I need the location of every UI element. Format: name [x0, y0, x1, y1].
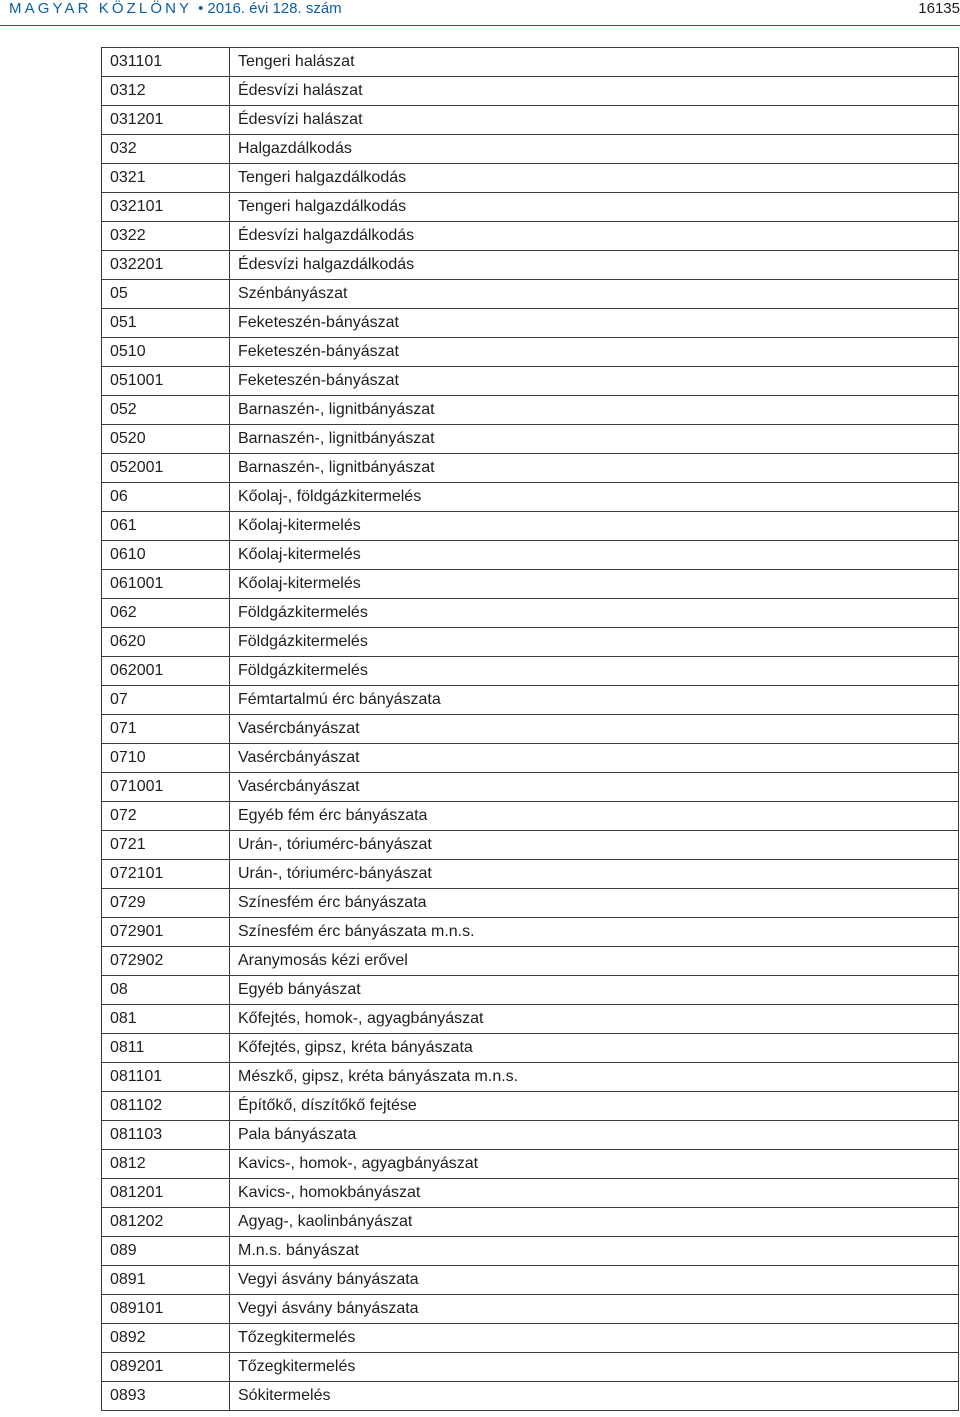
- name-cell: Barnaszén-, lignitbányászat: [230, 396, 959, 425]
- name-cell: Tőzegkitermelés: [230, 1353, 959, 1382]
- table-row: [102, 889, 959, 918]
- code-cell: 0312: [102, 77, 230, 106]
- table-row: [102, 1353, 959, 1382]
- running-header: [9, 0, 342, 18]
- table-row: [102, 1121, 959, 1150]
- table-row: [102, 1208, 959, 1237]
- name-cell: Kőolaj-, földgázkitermelés: [230, 483, 959, 512]
- name-cell: Földgázkitermelés: [230, 628, 959, 657]
- code-cell: 081: [102, 1005, 230, 1034]
- name-cell: Szénbányászat: [230, 280, 959, 309]
- name-cell: Színesfém érc bányászata m.n.s.: [230, 918, 959, 947]
- name-cell: Aranymosás kézi erővel: [230, 947, 959, 976]
- name-cell: Tengeri halászat: [230, 48, 959, 77]
- code-cell: 0620: [102, 628, 230, 657]
- table-row: [102, 135, 959, 164]
- table-row: [102, 831, 959, 860]
- name-cell: Barnaszén-, lignitbányászat: [230, 425, 959, 454]
- code-cell: 031201: [102, 106, 230, 135]
- name-cell: Kavics-, homok-, agyagbányászat: [230, 1150, 959, 1179]
- code-cell: 072901: [102, 918, 230, 947]
- code-cell: 071: [102, 715, 230, 744]
- table-row: [102, 773, 959, 802]
- name-cell: Sókitermelés: [230, 1382, 959, 1411]
- name-cell: Földgázkitermelés: [230, 599, 959, 628]
- code-cell: 08: [102, 976, 230, 1005]
- code-cell: 0610: [102, 541, 230, 570]
- journal-title: MAGYAR KÖZLÖNY: [9, 0, 193, 17]
- name-cell: Építőkő, díszítőkő fejtése: [230, 1092, 959, 1121]
- page-number: 16135: [918, 0, 960, 17]
- page-header: [0, 0, 960, 26]
- name-cell: Vegyi ásvány bányászata: [230, 1266, 959, 1295]
- name-cell: Feketeszén-bányászat: [230, 338, 959, 367]
- table-row: [102, 918, 959, 947]
- code-cell: 032: [102, 135, 230, 164]
- name-cell: Kőolaj-kitermelés: [230, 512, 959, 541]
- code-cell: 06: [102, 483, 230, 512]
- table-row: [102, 309, 959, 338]
- code-cell: 0893: [102, 1382, 230, 1411]
- code-cell: 05: [102, 280, 230, 309]
- code-cell: 072902: [102, 947, 230, 976]
- code-cell: 081103: [102, 1121, 230, 1150]
- code-cell: 062: [102, 599, 230, 628]
- code-cell: 0710: [102, 744, 230, 773]
- code-cell: 061001: [102, 570, 230, 599]
- table-row: [102, 1092, 959, 1121]
- name-cell: Kőfejtés, homok-, agyagbányászat: [230, 1005, 959, 1034]
- table-body: [102, 48, 959, 1411]
- code-cell: 032101: [102, 193, 230, 222]
- code-cell: 081201: [102, 1179, 230, 1208]
- name-cell: Édesvízi halgazdálkodás: [230, 251, 959, 280]
- code-cell: 089201: [102, 1353, 230, 1382]
- code-cell: 051: [102, 309, 230, 338]
- table-row: [102, 1034, 959, 1063]
- code-cell: 031101: [102, 48, 230, 77]
- header-divider: [0, 25, 960, 26]
- table-row: [102, 802, 959, 831]
- name-cell: Halgazdálkodás: [230, 135, 959, 164]
- name-cell: Mészkő, gipsz, kréta bányászata m.n.s.: [230, 1063, 959, 1092]
- table-row: [102, 1324, 959, 1353]
- issue-label: 2016. évi 128. szám: [207, 0, 342, 17]
- table-row: [102, 1382, 959, 1411]
- table-row: [102, 48, 959, 77]
- table-row: [102, 193, 959, 222]
- table-row: [102, 280, 959, 309]
- code-cell: 0812: [102, 1150, 230, 1179]
- code-cell: 0322: [102, 222, 230, 251]
- code-cell: 081202: [102, 1208, 230, 1237]
- name-cell: Pala bányászata: [230, 1121, 959, 1150]
- table-row: [102, 1179, 959, 1208]
- name-cell: Fémtartalmú érc bányászata: [230, 686, 959, 715]
- table-row: [102, 1150, 959, 1179]
- code-cell: 0510: [102, 338, 230, 367]
- name-cell: Édesvízi halgazdálkodás: [230, 222, 959, 251]
- code-cell: 081102: [102, 1092, 230, 1121]
- table-row: [102, 599, 959, 628]
- code-cell: 0729: [102, 889, 230, 918]
- name-cell: Kavics-, homokbányászat: [230, 1179, 959, 1208]
- name-cell: Agyag-, kaolinbányászat: [230, 1208, 959, 1237]
- table-row: [102, 657, 959, 686]
- name-cell: Kőolaj-kitermelés: [230, 541, 959, 570]
- code-cell: 0811: [102, 1034, 230, 1063]
- name-cell: Földgázkitermelés: [230, 657, 959, 686]
- header-bullet: •: [198, 0, 204, 17]
- code-cell: 061: [102, 512, 230, 541]
- table-row: [102, 541, 959, 570]
- table-row: [102, 396, 959, 425]
- code-cell: 032201: [102, 251, 230, 280]
- code-cell: 062001: [102, 657, 230, 686]
- name-cell: M.n.s. bányászat: [230, 1237, 959, 1266]
- table-row: [102, 367, 959, 396]
- code-cell: 0721: [102, 831, 230, 860]
- table-row: [102, 106, 959, 135]
- code-cell: 07: [102, 686, 230, 715]
- name-cell: Tőzegkitermelés: [230, 1324, 959, 1353]
- table-row: [102, 1237, 959, 1266]
- table-row: [102, 1266, 959, 1295]
- code-cell: 072: [102, 802, 230, 831]
- name-cell: Vasércbányászat: [230, 744, 959, 773]
- table-row: [102, 338, 959, 367]
- table-row: [102, 164, 959, 193]
- table-row: [102, 512, 959, 541]
- code-cell: 0520: [102, 425, 230, 454]
- name-cell: Tengeri halgazdálkodás: [230, 164, 959, 193]
- table-row: [102, 251, 959, 280]
- code-cell: 071001: [102, 773, 230, 802]
- table-row: [102, 77, 959, 106]
- code-cell: 052: [102, 396, 230, 425]
- code-cell: 089101: [102, 1295, 230, 1324]
- name-cell: Tengeri halgazdálkodás: [230, 193, 959, 222]
- table-row: [102, 570, 959, 599]
- table-row: [102, 454, 959, 483]
- table-row: [102, 744, 959, 773]
- table-row: [102, 628, 959, 657]
- code-cell: 072101: [102, 860, 230, 889]
- activity-code-table: [101, 47, 959, 1411]
- name-cell: Egyéb fém érc bányászata: [230, 802, 959, 831]
- table-row: [102, 947, 959, 976]
- name-cell: Vasércbányászat: [230, 773, 959, 802]
- name-cell: Urán-, tóriumérc-bányászat: [230, 860, 959, 889]
- name-cell: Feketeszén-bányászat: [230, 367, 959, 396]
- table-row: [102, 1063, 959, 1092]
- code-cell: 0891: [102, 1266, 230, 1295]
- name-cell: Kőfejtés, gipsz, kréta bányászata: [230, 1034, 959, 1063]
- name-cell: Színesfém érc bányászata: [230, 889, 959, 918]
- name-cell: Vasércbányászat: [230, 715, 959, 744]
- table-row: [102, 686, 959, 715]
- code-cell: 089: [102, 1237, 230, 1266]
- code-cell: 0892: [102, 1324, 230, 1353]
- table-row: [102, 425, 959, 454]
- table-row: [102, 976, 959, 1005]
- name-cell: Édesvízi halászat: [230, 106, 959, 135]
- table-row: [102, 483, 959, 512]
- code-cell: 052001: [102, 454, 230, 483]
- code-cell: 0321: [102, 164, 230, 193]
- table-row: [102, 1295, 959, 1324]
- name-cell: Vegyi ásvány bányászata: [230, 1295, 959, 1324]
- table-row: [102, 1005, 959, 1034]
- name-cell: Barnaszén-, lignitbányászat: [230, 454, 959, 483]
- table-row: [102, 222, 959, 251]
- code-cell: 081101: [102, 1063, 230, 1092]
- name-cell: Egyéb bányászat: [230, 976, 959, 1005]
- code-cell: 051001: [102, 367, 230, 396]
- name-cell: Édesvízi halászat: [230, 77, 959, 106]
- table-row: [102, 860, 959, 889]
- name-cell: Kőolaj-kitermelés: [230, 570, 959, 599]
- name-cell: Feketeszén-bányászat: [230, 309, 959, 338]
- name-cell: Urán-, tóriumérc-bányászat: [230, 831, 959, 860]
- table-row: [102, 715, 959, 744]
